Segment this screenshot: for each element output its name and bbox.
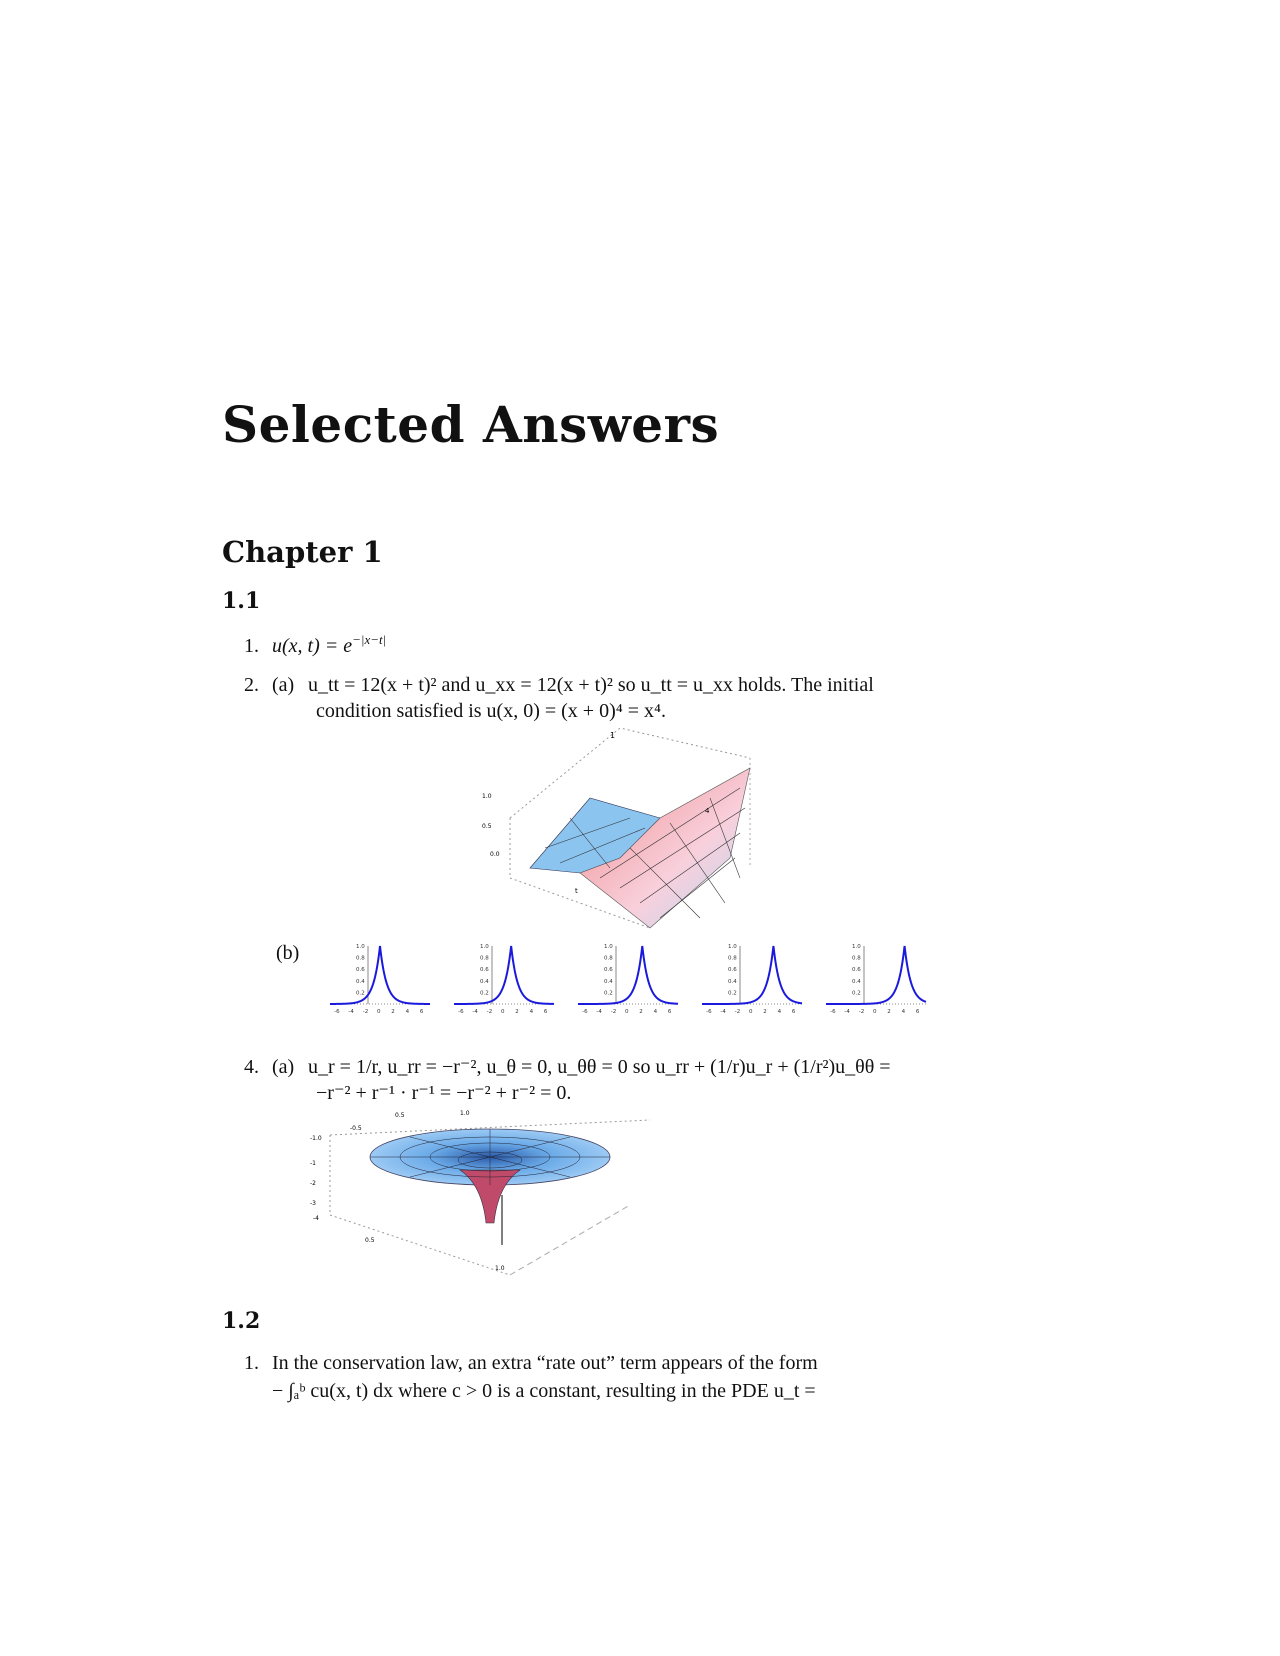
item-number: 1. <box>244 635 259 657</box>
peak-plot-y-tick: 0.4 <box>852 978 861 985</box>
peak-plot-curve <box>578 946 678 1004</box>
peak-plot-x-tick: 2 <box>639 1009 643 1015</box>
answer-text-line1: In the conservation law, an extra “rate out” term appears of the form <box>272 1352 818 1374</box>
answer-1-1-4a <box>244 1054 891 1080</box>
peak-plot-x-tick: -4 <box>720 1009 726 1015</box>
peak-plot-x-tick: -6 <box>334 1009 340 1015</box>
peak-plot-x-tick: 6 <box>915 1009 920 1015</box>
peak-plots-row <box>330 940 950 1018</box>
peak-plot-y-tick: 1.0 <box>728 944 737 950</box>
peak-plot-y-tick: 0.8 <box>480 955 489 962</box>
peak-plot-x-tick: 6 <box>667 1009 672 1015</box>
surface-plot-1 <box>482 728 760 928</box>
peak-plot-y-tick: 0.2 <box>852 990 861 997</box>
surface2-label: -0.5 <box>350 1125 362 1132</box>
answer-text-line1: u_tt = 12(x + t)² and u_xx = 12(x + t)² so u_tt = u_xx holds. The initial <box>308 674 874 696</box>
surface1-label: 1.0 <box>482 793 492 800</box>
peak-plot-y-tick: 1.0 <box>356 944 365 950</box>
surface1-label: 4 <box>705 807 710 815</box>
surface2-label: 1.0 <box>460 1110 470 1117</box>
surface2-label: -1.0 <box>310 1135 322 1142</box>
peak-plot-x-tick: 4 <box>405 1009 410 1015</box>
peak-plot-x-tick: -4 <box>844 1009 850 1015</box>
peak-plot-y-tick: 0.2 <box>604 990 613 997</box>
surface1-label: 0.0 <box>490 851 500 858</box>
item-part: (a) <box>272 674 295 696</box>
peak-plot-x-tick: -4 <box>472 1009 478 1015</box>
peak-plot-x-tick: -6 <box>458 1009 464 1015</box>
peak-plot-x-tick: -4 <box>348 1009 354 1015</box>
item-number: 4. <box>244 1056 259 1078</box>
answer-1-1-4a-line2: −r⁻² + r⁻¹ · r⁻¹ = −r⁻² + r⁻² = 0. <box>316 1082 572 1104</box>
peak-plot-y-tick: 0.8 <box>356 955 365 962</box>
peak-plot-y-tick: 0.2 <box>728 990 737 997</box>
peak-plot-x-tick: 0 <box>873 1009 877 1015</box>
peak-plot-y-tick: 0.6 <box>852 967 861 974</box>
peak-plot-x-tick: 2 <box>763 1009 767 1015</box>
surface1-label: 1 <box>610 731 616 740</box>
answer-formula: u(x, t) = e <box>272 635 353 657</box>
answer-1-2-1-line2: − ∫ₐᵇ cu(x, t) dx where c > 0 is a constant, resulting in the PDE u_t = <box>272 1380 816 1402</box>
peak-plot-y-tick: 0.8 <box>852 955 861 962</box>
peak-plot-x-tick: -2 <box>734 1009 741 1015</box>
surface2-label: -3 <box>310 1200 316 1207</box>
peak-plot-y-tick: 0.4 <box>356 978 365 985</box>
peak-plot-x-tick: -6 <box>830 1009 836 1015</box>
peak-plot-x-tick: 2 <box>515 1009 519 1015</box>
peak-plot-x-tick: 0 <box>625 1009 629 1015</box>
peak-plot-curve <box>330 946 430 1004</box>
peak-plot-y-tick: 0.8 <box>604 955 613 962</box>
item-part: (b) <box>276 942 300 964</box>
peak-plot-y-tick: 0.4 <box>604 978 613 985</box>
section-heading-1-2: 1.2 <box>222 1308 261 1334</box>
peak-plot-y-tick: 0.2 <box>480 990 489 997</box>
peak-plot-x-tick: 4 <box>777 1009 782 1015</box>
part-label-b <box>276 940 299 966</box>
peak-plot-y-tick: 0.4 <box>480 978 489 985</box>
page-title: Selected Answers <box>222 395 720 454</box>
answer-exponent: −|x−t| <box>352 632 387 647</box>
peak-plot-curve <box>826 946 926 1004</box>
surface2-label: -1 <box>310 1160 316 1167</box>
item-part: (a) <box>272 1056 295 1078</box>
peak-plot-x-tick: -2 <box>362 1009 369 1015</box>
peak-plot-x-tick: 6 <box>791 1009 796 1015</box>
peak-plot-curve <box>454 946 554 1004</box>
peak-plot-y-tick: 1.0 <box>604 944 613 950</box>
peak-plot-y-tick: 0.8 <box>728 955 737 962</box>
peak-plot-y-tick: 1.0 <box>852 944 861 950</box>
surface2-label: -4 <box>313 1215 319 1222</box>
peak-plot-x-tick: -4 <box>596 1009 602 1015</box>
peak-plot-y-tick: 0.6 <box>728 967 737 974</box>
surface2-box-edge <box>510 1205 630 1275</box>
surface2-label: 0.5 <box>395 1112 405 1119</box>
item-number: 2. <box>244 674 259 696</box>
peak-plot-x-tick: 4 <box>653 1009 658 1015</box>
answer-1-1-2a-line2: condition satisfied is u(x, 0) = (x + 0)⁴ = x⁴. <box>316 700 666 722</box>
peak-plot-x-tick: -2 <box>858 1009 865 1015</box>
peak-plot-x-tick: 0 <box>501 1009 505 1015</box>
peak-plot-x-tick: 0 <box>377 1009 381 1015</box>
peak-plot-x-tick: 4 <box>901 1009 906 1015</box>
peak-plot-x-tick: 4 <box>529 1009 534 1015</box>
peak-plot-y-tick: 0.6 <box>480 967 489 974</box>
surface2-label: 1.0 <box>495 1265 505 1272</box>
chapter-heading: Chapter 1 <box>222 535 383 569</box>
section-heading-1-1: 1.1 <box>222 588 261 614</box>
surface2-label: 0.5 <box>365 1237 375 1244</box>
peak-plot-x-tick: -6 <box>706 1009 712 1015</box>
peak-plot-x-tick: -2 <box>610 1009 617 1015</box>
item-number: 1. <box>244 1352 259 1374</box>
surface1-label: 0.5 <box>482 823 492 830</box>
peak-plot-y-tick: 1.0 <box>480 944 489 950</box>
peak-plot-x-tick: -6 <box>582 1009 588 1015</box>
peak-plot-y-tick: 0.4 <box>728 978 737 985</box>
peak-plot-x-tick: 6 <box>543 1009 548 1015</box>
peak-plot-x-tick: -2 <box>486 1009 493 1015</box>
answer-1-1-1 <box>244 627 386 659</box>
peak-plot-y-tick: 0.2 <box>356 990 365 997</box>
peak-plot-y-tick: 0.6 <box>356 967 365 974</box>
peak-plot-y-tick: 0.6 <box>604 967 613 974</box>
surface-plot-2 <box>310 1105 660 1280</box>
answer-1-2-1 <box>244 1350 818 1376</box>
peak-plot-x-tick: 0 <box>749 1009 753 1015</box>
peak-plot-curve <box>702 946 802 1004</box>
answer-1-1-2a <box>244 672 874 698</box>
surface1-label: t <box>575 887 578 895</box>
peak-plot-x-tick: 2 <box>391 1009 395 1015</box>
answer-text-line1: u_r = 1/r, u_rr = −r⁻², u_θ = 0, u_θθ = 0 so u_rr + (1/r)u_r + (1/r²)u_θθ = <box>308 1056 891 1078</box>
surface2-label: -2 <box>310 1180 316 1187</box>
peak-plot-x-tick: 6 <box>419 1009 424 1015</box>
peak-plot-x-tick: 2 <box>887 1009 891 1015</box>
